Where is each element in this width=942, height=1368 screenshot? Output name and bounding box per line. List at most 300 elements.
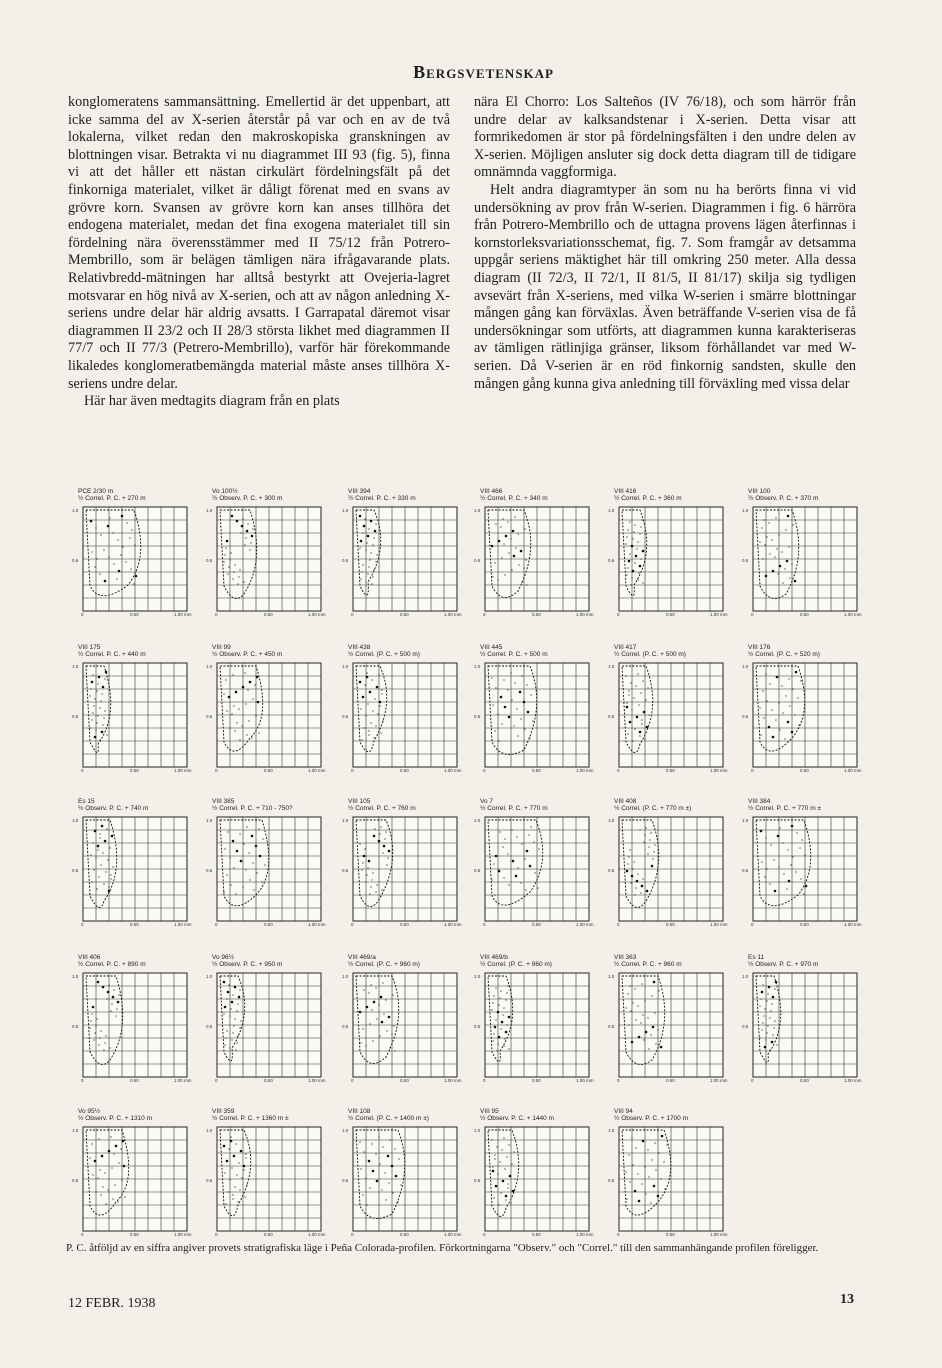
grain-point	[226, 998, 227, 999]
axis-tick-label: 1.00 mm	[710, 1232, 728, 1237]
grain-point	[359, 1011, 362, 1014]
grain-point	[799, 847, 800, 848]
grain-point	[235, 691, 238, 694]
grain-point	[764, 876, 765, 877]
axis-tick-label: 0	[617, 1232, 620, 1237]
grain-point	[633, 861, 634, 862]
grain-point	[359, 515, 362, 518]
grain-point	[391, 1165, 394, 1168]
grain-point	[763, 1015, 764, 1016]
axis-tick-label: 1.0	[342, 974, 349, 979]
grain-point	[109, 517, 110, 518]
grain-point	[492, 576, 493, 577]
diagram-id: VIII 94	[614, 1108, 633, 1115]
grain-point	[107, 859, 108, 860]
grain-point	[515, 547, 516, 548]
grain-point	[375, 987, 376, 988]
grain-point	[524, 858, 525, 859]
grain-point	[89, 893, 90, 894]
diagram-label: ½ Correl. P. C. + 330 m	[348, 495, 416, 502]
grain-point	[651, 865, 654, 868]
grain-point	[504, 706, 507, 709]
grain-point	[232, 674, 233, 675]
grain-point	[362, 862, 363, 863]
grain-point	[106, 828, 107, 829]
grain-point	[95, 1025, 96, 1026]
grain-point	[661, 1135, 664, 1138]
diagram-label: ½ Correl. P. C. + 440 m	[78, 651, 146, 658]
grain-diagram	[604, 488, 736, 638]
text-column-left	[68, 94, 450, 411]
grain-point	[769, 683, 770, 684]
axis-tick-label: 1.00 mm	[174, 1232, 192, 1237]
grain-point	[537, 887, 538, 888]
grain-point	[638, 1200, 641, 1203]
grain-point	[513, 555, 516, 558]
axis-tick-label: 0.50	[130, 768, 139, 773]
grain-point	[91, 1013, 92, 1014]
grain-point	[761, 527, 762, 528]
diagram-id: VIII 408	[614, 798, 637, 805]
grain-point	[371, 583, 372, 584]
grain-point	[97, 683, 98, 684]
axis-tick-label: 0	[351, 612, 354, 617]
grain-point	[112, 866, 113, 867]
axis-tick-label: 1.0	[742, 664, 749, 669]
grain-point	[381, 689, 382, 690]
axis-tick-label: 1.0	[72, 974, 79, 979]
grain-point	[98, 676, 101, 679]
grain-point	[492, 1040, 493, 1041]
axis-tick-label: 1.0	[742, 508, 749, 513]
grain-point	[376, 1018, 377, 1019]
axis-tick-label: 1.00 mm	[444, 612, 462, 617]
grain-point	[778, 866, 779, 867]
grain-point	[796, 832, 797, 833]
grain-point	[789, 577, 790, 578]
diagram-label: ½ Correl. P. C. + 340 m	[480, 495, 548, 502]
axis-tick-label: 1.0	[206, 974, 213, 979]
grain-point	[99, 739, 100, 740]
figure-caption: P. C. åtföljd av en siffra angiver provets stratigrafiska läge i Peña Colorada-profilen. Förkortningarna "Observ." och "Correl." till den sammanhängande profilen föreligger.	[66, 1242, 819, 1254]
grain-point	[240, 532, 241, 533]
grain-point	[512, 1190, 515, 1193]
grain-point	[376, 686, 379, 689]
grain-point	[105, 1203, 106, 1204]
grain-point	[379, 1163, 380, 1164]
grain-point	[641, 983, 642, 984]
diagram-label: ½ Correl. P. C. + 710 - 750?	[212, 805, 293, 812]
grain-point	[501, 557, 502, 558]
grain-point	[235, 1049, 236, 1050]
grain-point	[362, 532, 363, 533]
grain-point	[103, 717, 104, 718]
grain-point	[381, 693, 382, 694]
grain-point	[113, 989, 114, 990]
grain-point	[372, 710, 373, 711]
axis-tick-label: 0.50	[264, 768, 273, 773]
grain-point	[783, 873, 784, 874]
diagram-id: VIII 469/a	[348, 954, 376, 961]
diagram-id: VIII 438	[348, 644, 371, 651]
diagram-grid	[352, 506, 458, 612]
grain-point	[367, 867, 368, 868]
grain-point	[513, 725, 514, 726]
axis-tick-label: 0	[81, 922, 84, 927]
grain-diagram	[470, 488, 602, 638]
grain-point	[239, 1189, 240, 1190]
grain-point	[637, 1005, 638, 1006]
grain-point	[629, 521, 630, 522]
grain-point	[501, 723, 502, 724]
grain-point	[134, 544, 135, 545]
grain-point	[495, 1019, 496, 1020]
grain-point	[505, 999, 506, 1000]
grain-point	[760, 734, 761, 735]
grain-point	[99, 1169, 100, 1170]
axis-tick-label: 1.00 mm	[174, 1078, 192, 1083]
grain-point	[761, 991, 764, 994]
axis-tick-label: 1.00 mm	[308, 1078, 326, 1083]
grain-point	[493, 995, 494, 996]
axis-tick-label: 0.5	[474, 714, 481, 719]
grain-point	[638, 704, 639, 705]
grain-point	[640, 892, 641, 893]
axis-tick-label: 1.0	[474, 818, 481, 823]
axis-tick-label: 1.00 mm	[710, 612, 728, 617]
grain-point	[801, 839, 802, 840]
grain-point	[117, 1001, 120, 1004]
grain-point	[524, 528, 525, 529]
diagram-id: Es 15	[78, 798, 95, 805]
grain-point	[493, 1197, 494, 1198]
grain-point	[382, 720, 383, 721]
axis-tick-label: 1.0	[474, 1128, 481, 1133]
grain-point	[759, 541, 760, 542]
grain-point	[533, 841, 534, 842]
grain-point	[639, 533, 640, 534]
grain-point	[787, 515, 790, 518]
grain-point	[123, 1165, 126, 1168]
grain-point	[380, 732, 381, 733]
grain-point	[224, 1006, 227, 1009]
grain-point	[632, 570, 635, 573]
grain-point	[660, 1046, 663, 1049]
grain-point	[379, 833, 380, 834]
grain-point	[512, 860, 515, 863]
grain-point	[362, 1028, 363, 1029]
axis-tick-label: 0.5	[72, 868, 79, 873]
diagram-grid	[484, 1126, 590, 1232]
grain-point	[388, 850, 391, 853]
axis-tick-label: 1.00 mm	[174, 612, 192, 617]
grain-point	[626, 536, 627, 537]
grain-point	[643, 841, 644, 842]
grain-point	[499, 831, 500, 832]
axis-tick-label: 0.50	[532, 768, 541, 773]
grain-point	[764, 1046, 767, 1049]
grain-diagram	[338, 644, 470, 794]
axis-tick-label: 0	[351, 922, 354, 927]
grain-point	[628, 856, 629, 857]
grain-point	[93, 705, 94, 706]
grain-point	[637, 673, 638, 674]
grain-point	[376, 554, 377, 555]
grain-point	[131, 529, 132, 530]
grain-point	[262, 838, 263, 839]
grain-point	[508, 552, 509, 553]
grain-point	[379, 705, 380, 706]
diagram-label: ½ Correl. P. C. + 770 m ±	[748, 805, 821, 812]
grain-point	[369, 1187, 370, 1188]
axis-tick-label: 1.0	[342, 664, 349, 669]
grain-point	[122, 546, 123, 547]
axis-tick-label: 0.50	[400, 922, 409, 927]
grain-point	[239, 1027, 240, 1028]
grain-point	[494, 1154, 495, 1155]
axis-tick-label: 0	[751, 612, 754, 617]
grain-point	[374, 530, 377, 533]
grain-point	[90, 688, 91, 689]
grain-diagram	[68, 954, 200, 1104]
grain-point	[794, 580, 797, 583]
diagram-grid	[352, 972, 458, 1078]
grain-diagram	[604, 644, 736, 794]
grain-point	[231, 515, 234, 518]
grain-point	[494, 894, 495, 895]
grain-point	[629, 849, 630, 850]
grain-point	[508, 1016, 511, 1019]
grain-point	[99, 1037, 100, 1038]
grain-point	[504, 1168, 505, 1169]
grain-point	[247, 689, 248, 690]
grain-point	[779, 729, 780, 730]
diagram-label: ½ Correl. P. C. + 770 m	[480, 805, 548, 812]
grain-point	[530, 826, 531, 827]
grain-point	[768, 522, 769, 523]
grain-point	[496, 1050, 497, 1051]
grain-point	[498, 870, 501, 873]
diagram-id: VIII 363	[614, 954, 637, 961]
grain-point	[644, 834, 645, 835]
grain-point	[778, 534, 779, 535]
grain-point	[628, 560, 631, 563]
axis-tick-label: 0.50	[666, 922, 675, 927]
grain-point	[628, 1154, 629, 1155]
grain-point	[765, 837, 766, 838]
grain-point	[370, 722, 371, 723]
grain-point	[647, 1017, 648, 1018]
grain-point	[508, 1144, 509, 1145]
axis-tick-label: 0.5	[608, 714, 615, 719]
grain-point	[94, 698, 95, 699]
grain-diagram	[338, 798, 470, 948]
grain-point	[374, 698, 375, 699]
grain-diagram	[338, 1108, 470, 1258]
grain-point	[635, 887, 636, 888]
grain-point	[503, 1045, 504, 1046]
axis-tick-label: 0.50	[264, 612, 273, 617]
grain-point	[371, 1009, 372, 1010]
axis-tick-label: 0	[751, 1078, 754, 1083]
diagram-label: ½ Correl. P. C. + 760 m	[348, 805, 416, 812]
grain-point	[118, 570, 121, 573]
grain-point	[800, 680, 801, 681]
diagram-id: VIII 384	[748, 798, 771, 805]
grain-point	[503, 543, 504, 544]
grain-point	[370, 984, 371, 985]
axis-tick-label: 1.0	[608, 1128, 615, 1133]
grain-point	[773, 1027, 774, 1028]
grain-point	[650, 1034, 651, 1035]
grain-point	[365, 881, 366, 882]
grain-point	[102, 986, 105, 989]
grain-point	[90, 1020, 91, 1021]
axis-tick-label: 1.0	[608, 508, 615, 513]
axis-tick-label: 0.5	[474, 1178, 481, 1183]
grain-point	[89, 1027, 90, 1028]
diagram-grid	[484, 972, 590, 1078]
grain-point	[508, 1048, 509, 1049]
grain-point	[252, 698, 253, 699]
grain-point	[388, 1016, 391, 1019]
grain-point	[97, 1177, 98, 1178]
grain-point	[111, 835, 114, 838]
axis-tick-label: 1.00 mm	[576, 768, 594, 773]
grain-diagram	[338, 488, 470, 638]
grain-point	[372, 576, 373, 577]
grain-point	[529, 737, 530, 738]
diagram-id: Vo 96½	[212, 954, 235, 961]
grain-point	[231, 1039, 232, 1040]
grain-point	[245, 703, 246, 704]
grain-point	[514, 1178, 515, 1179]
grain-point	[625, 543, 626, 544]
grain-point	[101, 731, 104, 734]
grain-point	[631, 1137, 632, 1138]
grain-point	[631, 545, 634, 548]
axis-tick-label: 0.5	[206, 714, 213, 719]
axis-tick-label: 1.00 mm	[844, 768, 862, 773]
grain-point	[264, 864, 265, 865]
grain-point	[99, 707, 100, 708]
grain-point	[645, 699, 646, 700]
grain-point	[105, 1035, 106, 1036]
grain-point	[95, 857, 96, 858]
grain-point	[229, 1179, 230, 1180]
axis-tick-label: 0	[351, 1232, 354, 1237]
diagram-grid	[352, 816, 458, 922]
axis-tick-label: 0.50	[264, 1232, 273, 1237]
grain-point	[371, 879, 372, 880]
diagram-label: ½ Observ. P. C. + 450 m	[212, 651, 283, 658]
grain-point	[781, 685, 782, 686]
grain-point	[115, 1145, 118, 1148]
grain-point	[116, 1008, 117, 1009]
grain-point	[363, 989, 364, 990]
grain-point	[640, 558, 641, 559]
grain-point	[112, 532, 113, 533]
grain-point	[104, 1172, 105, 1173]
grain-point	[108, 890, 111, 893]
grain-point	[93, 869, 94, 870]
grain-point	[227, 1191, 228, 1192]
grain-point	[366, 1204, 367, 1205]
grain-point	[378, 674, 379, 675]
grain-point	[387, 857, 388, 858]
grain-point	[107, 1189, 108, 1190]
grain-point	[767, 1025, 768, 1026]
grain-point	[95, 729, 96, 730]
grain-point	[117, 1201, 118, 1202]
grain-point	[228, 696, 231, 699]
grain-point	[524, 728, 525, 729]
grain-point	[240, 1150, 243, 1153]
grain-point	[256, 872, 257, 873]
grain-point	[498, 540, 501, 543]
grain-point	[94, 736, 97, 739]
grain-point	[96, 1018, 97, 1019]
grain-point	[375, 725, 376, 726]
grain-point	[644, 1166, 645, 1167]
grain-point	[102, 724, 103, 725]
axis-tick-label: 0.50	[130, 1078, 139, 1083]
grain-point	[526, 584, 527, 585]
grain-point	[766, 536, 767, 537]
grain-point	[229, 857, 230, 858]
grain-point	[772, 996, 775, 999]
grain-point	[650, 832, 651, 833]
diagram-id: Es 11	[748, 954, 765, 961]
grain-point	[642, 1014, 643, 1015]
grain-point	[259, 855, 262, 858]
grain-point	[243, 843, 244, 844]
grain-point	[384, 838, 385, 839]
grain-point	[634, 728, 635, 729]
grain-point	[400, 1184, 401, 1185]
grain-point	[787, 849, 788, 850]
axis-tick-label: 0.50	[800, 768, 809, 773]
grain-point	[104, 678, 105, 679]
grain-point	[634, 1190, 637, 1193]
grain-point	[627, 567, 628, 568]
grain-point	[635, 1019, 636, 1020]
grain-point	[648, 1048, 649, 1049]
axis-tick-label: 0.5	[206, 558, 213, 563]
grain-point	[246, 826, 247, 827]
grain-point	[108, 886, 109, 887]
grain-point	[363, 1151, 364, 1152]
grain-point	[759, 1037, 760, 1038]
grain-point	[121, 1179, 122, 1180]
grain-point	[368, 730, 369, 731]
grain-point	[133, 583, 134, 584]
grain-point	[765, 673, 766, 674]
grain-point	[507, 1183, 508, 1184]
diagram-id: VIII 466	[480, 488, 503, 495]
grain-point	[636, 880, 639, 883]
diagram-grid	[82, 972, 188, 1078]
grain-point	[107, 991, 110, 994]
grain-point	[379, 1035, 380, 1036]
grain-point	[230, 552, 231, 553]
axis-tick-label: 0.50	[532, 1078, 541, 1083]
grain-point	[637, 541, 638, 542]
grain-point	[775, 981, 778, 984]
grain-point	[241, 725, 242, 726]
grain-point	[242, 686, 245, 689]
grain-point	[361, 869, 362, 870]
